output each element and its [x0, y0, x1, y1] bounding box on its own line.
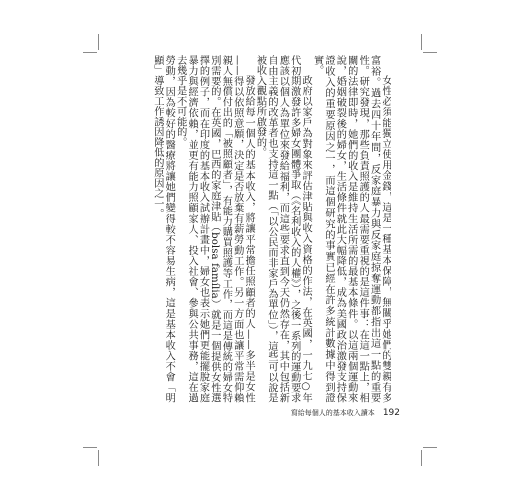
body-text [143, 55, 391, 403]
paragraph: 勞動，因為較好的醫療將讓她們變得較不容易生病，這是基本收入不會「明顯」導致工作誘因降低的原因之一。 [151, 55, 175, 403]
crop-mark-top-right-h [423, 52, 437, 53]
crop-mark-bottom-right-v [421, 450, 422, 466]
crop-mark-top-right-v [421, 34, 422, 50]
crop-mark-top-left-h [83, 52, 97, 53]
page-number: 192 [382, 408, 400, 418]
paragraph: 發放給每一個人的基本收入，將讓平常擔任照顧者的人——多半是女性——得以依照意願，決定是否放棄有薪勞動工作。另一方面也讓平常需仰賴親人無償付出的「被照顧者」，有能力購買照護等工作，而這是傳統的婦女特別需要的。在英國，巴西的家庭津貼（bolsa família）就是一個提供女性選擇的例子，而在印度的基本收入試辦計畫中，婦女也表示她們更能擺脫家庭暴力與經濟依賴，並更有能力照顧家人、投入社會、參與公共事務，這在過去幾乎是不可能的。 [174, 55, 255, 403]
crop-mark-bottom-right-h [423, 447, 437, 448]
crop-mark-bottom-left-v [98, 450, 99, 466]
paragraph: 政府以家戶為對象來評估津貼與收入資格的作法，在英國，一九七○年代初期激發許多婦女團體爭取（《名利收入的人權》），之後一系列的運動要求應該以個人為單位來發給福利，而這些要求直到今天仍然存在，其中包括新自由主義的改革者也支持這一點（「以公民而非家戶為單位」），這些可以說是被收入觀點所啟發的。 [254, 55, 312, 403]
page-footer [291, 408, 400, 418]
crop-mark-top-left-v [98, 34, 99, 50]
running-title: 寫給每個人的基本收入讀本 [290, 409, 375, 417]
paragraph: 女性必須能獨立使用金錢，這是一種基本保障，無關乎她們的雙親有多富裕。過去四十年間，反家庭暴力與反家庭掠奪運動都指出這一點的重要性。研究發現，那些負責照護的人最需要重視的是這件事：在這一點上，相關的法律即時，她們的收入是維持生活所需的最基本條件。以這兩個運動來說，婚姻破裂後的婦女，生活條件就此大幅降低，成為美國政治激發支持保證收入的重要原因之一，而這個研究的事實已經在許多統計數據中得到證實。 [311, 55, 391, 403]
crop-mark-bottom-left-h [83, 447, 97, 448]
